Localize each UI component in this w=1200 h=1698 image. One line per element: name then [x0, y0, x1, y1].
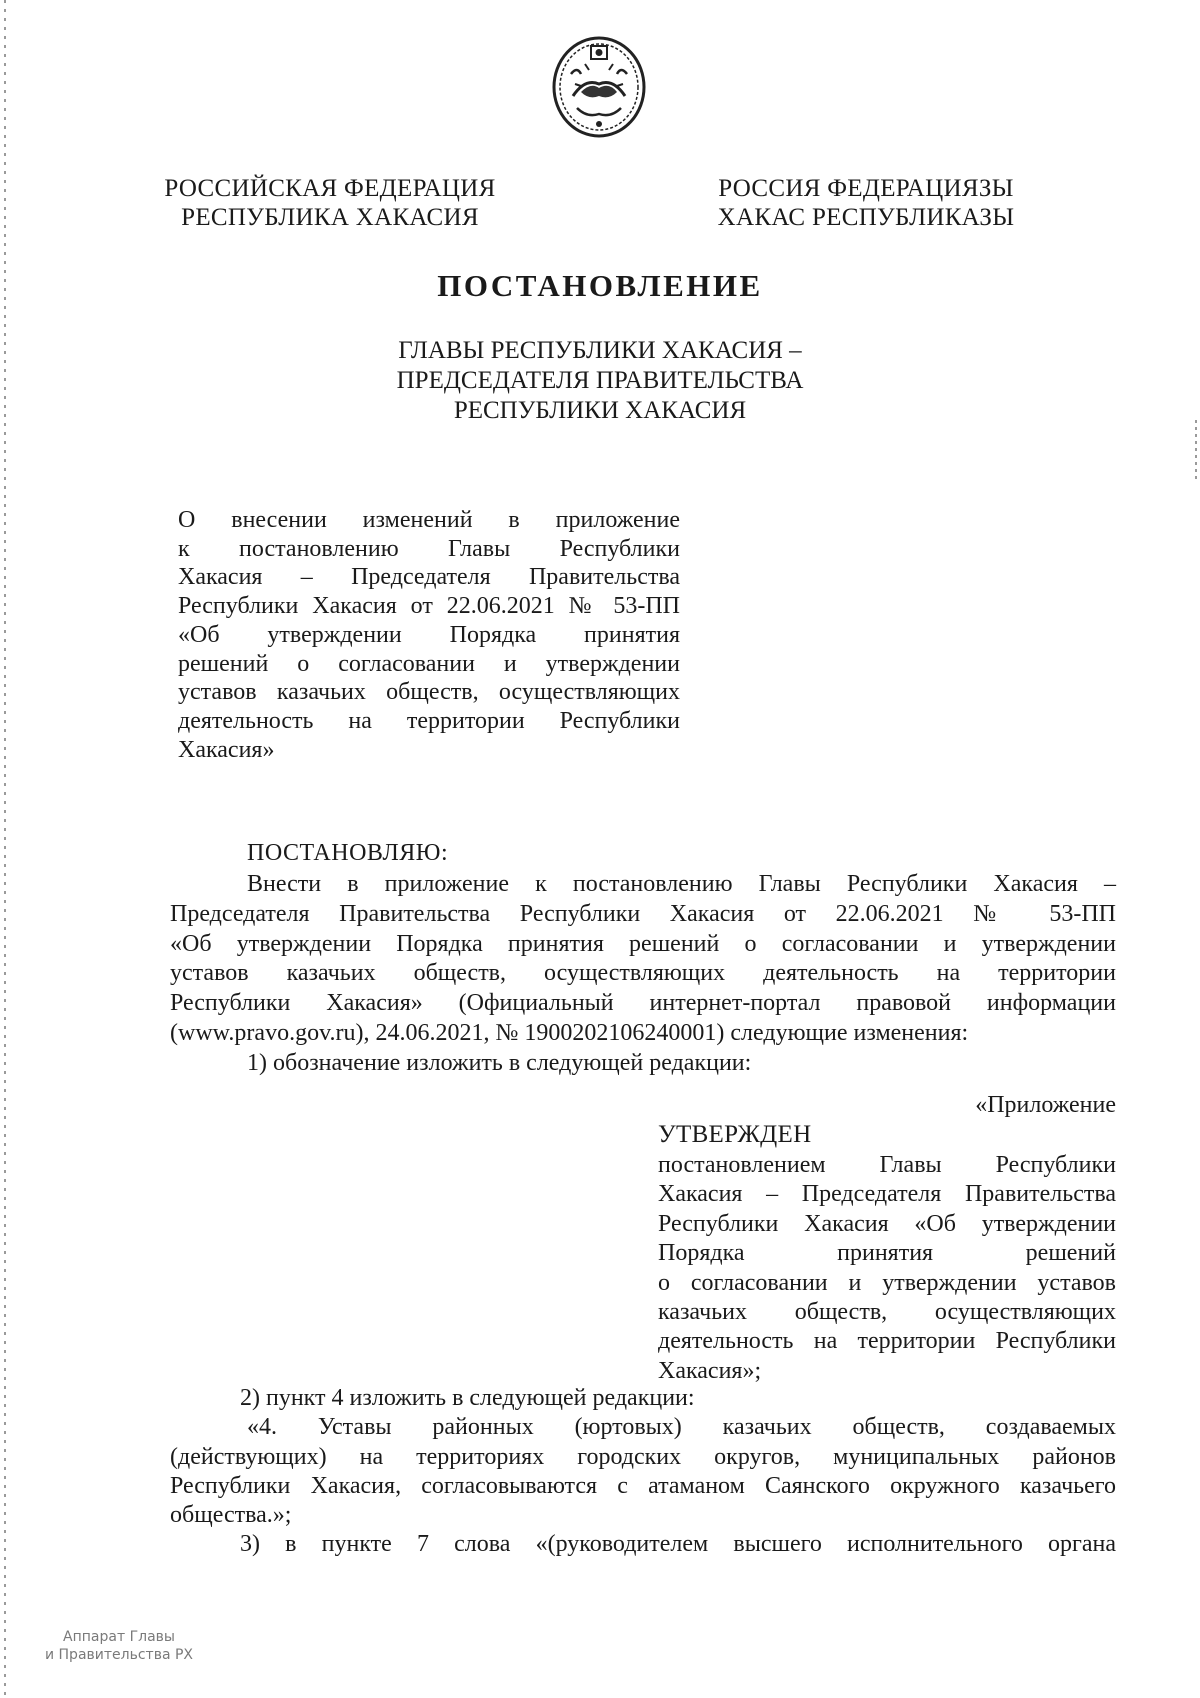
- scan-edge-left: [4, 0, 6, 1698]
- document-type-title: ПОСТАНОВЛЕНИЕ: [437, 268, 763, 303]
- body-line: Внести в приложение к постановлению Главы Республики Хакасия –: [247, 871, 1116, 897]
- header-right-line1: РОССИЯ ФЕДЕРАЦИЯЗЫ: [718, 175, 1014, 202]
- annex-line: Порядка принятия решений: [658, 1240, 1116, 1267]
- document-subject: [178, 506, 680, 764]
- subject-line: к постановлению Главы Республики: [178, 535, 680, 562]
- authority-line1: ГЛАВЫ РЕСПУБЛИКИ ХАКАСИЯ –: [398, 337, 802, 364]
- body-line: (www.pravo.gov.ru), 24.06.2021, № 1900202106240001) следующие изменения:: [170, 1019, 969, 1046]
- body-line: 3) в пункте 7 слова «(руководителем высшего исполнительного органа: [240, 1531, 1116, 1558]
- body-line: (действующих) на территориях городских округов, муниципальных районов: [170, 1443, 1116, 1470]
- annex-line: Хакасия – Председателя Правительства: [658, 1181, 1116, 1208]
- authority-line2: ПРЕДСЕДАТЕЛЯ ПРАВИТЕЛЬСТВА: [396, 367, 804, 394]
- issuing-authority: [0, 336, 1200, 426]
- annex-line: Республики Хакасия «Об утверждении: [658, 1210, 1116, 1237]
- body-line: Республики Хакасия, согласовываются с атаманом Саянского окружного казачьего: [170, 1472, 1116, 1499]
- header-right-line2: ХАКАС РЕСПУБЛИКАЗЫ: [717, 204, 1015, 231]
- scan-edge-right: [1195, 420, 1197, 480]
- stamp-line2: и Правительства РХ: [44, 1647, 194, 1663]
- header-left-line2: РЕСПУБЛИКА ХАКАСИЯ: [181, 204, 479, 231]
- office-stamp: [34, 1628, 204, 1664]
- body-line: уставов казачьих обществ, осуществляющих деятельность на территории: [170, 960, 1116, 987]
- body-line: 1) обозначение изложить в следующей редакции:: [247, 1049, 752, 1076]
- body-line: «4. Уставы районных (юртовых) казачьих обществ, создаваемых: [247, 1414, 1116, 1441]
- annex-line: постановлением Главы Республики: [658, 1152, 1116, 1178]
- body-line: «Об утверждении Порядка принятия решений о согласовании и утверждении: [170, 930, 1116, 957]
- body-line: Председателя Правительства Республики Хакасия от 22.06.2021 № 53-ПП: [170, 900, 1116, 927]
- subject-line: Республики Хакасия от 22.06.2021 № 53-ПП: [178, 593, 680, 620]
- annex-line: о согласовании и утверждении уставов: [658, 1269, 1116, 1296]
- subject-line: О внесении изменений в приложение: [178, 507, 680, 533]
- subject-line: уставов казачьих обществ, осуществляющих: [178, 679, 680, 706]
- annex-heading: «Приложение: [975, 1092, 1116, 1118]
- body-line: 2) пункт 4 изложить в следующей редакции:: [240, 1385, 695, 1411]
- subject-line: Хакасия – Председателя Правительства: [178, 564, 680, 591]
- subject-line: деятельность на территории Республики: [178, 707, 680, 734]
- annex-line: казачьих обществ, осуществляющих: [658, 1299, 1116, 1326]
- annex-line: деятельность на территории Республики: [658, 1328, 1116, 1355]
- authority-line3: РЕСПУБЛИКИ ХАКАСИЯ: [453, 397, 747, 424]
- stamp-line1: Аппарат Главы: [63, 1629, 175, 1645]
- annex-text: [658, 1151, 1116, 1386]
- subject-line: «Об утверждении Порядка принятия: [178, 621, 680, 648]
- subject-line: решений о согласовании и утверждении: [178, 650, 680, 677]
- body-text-continued: [170, 1384, 1116, 1560]
- header-khakas: [686, 174, 1046, 232]
- body-line: Республики Хакасия» (Официальный интернет-портал правовой информации: [170, 990, 1116, 1017]
- annex-line: Хакасия»;: [658, 1357, 762, 1384]
- body-line: общества.»;: [170, 1502, 292, 1529]
- subject-line: Хакасия»: [178, 736, 275, 763]
- header-left-line1: РОССИЙСКАЯ ФЕДЕРАЦИЯ: [164, 175, 496, 202]
- annex-approved-label: УТВЕРЖДЕН: [658, 1121, 812, 1148]
- header-russian: [140, 174, 520, 232]
- decree-word: ПОСТАНОВЛЯЮ:: [247, 840, 449, 866]
- body-text: [170, 870, 1116, 1079]
- coat-of-arms-emblem: [551, 34, 647, 138]
